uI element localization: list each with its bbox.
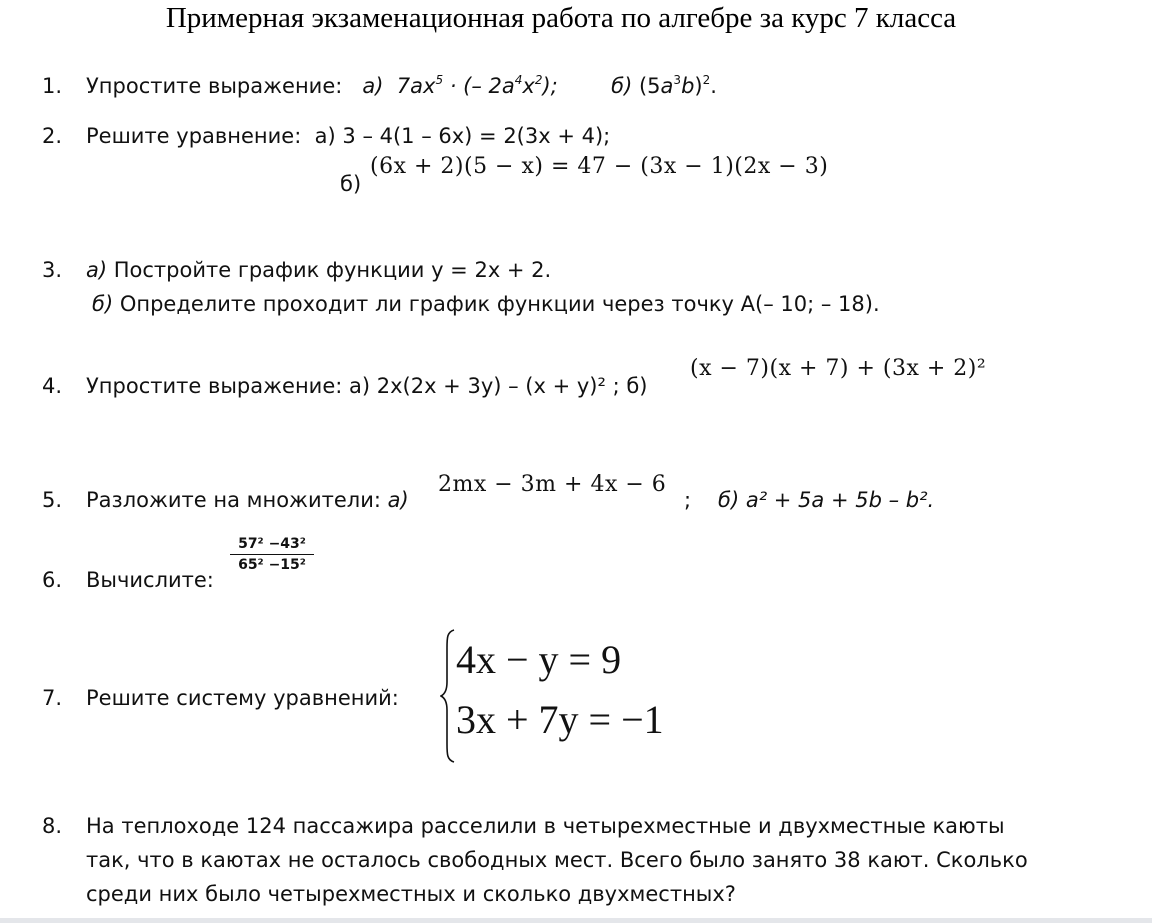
fraction-numerator: 57² −43² (238, 536, 306, 552)
task-5-b-expression: б) a² + 5a + 5b – b². (718, 488, 935, 512)
task-8-line-3: среди них было четырехместных и сколько двухместных? (86, 882, 736, 906)
fraction-bar (230, 554, 314, 555)
task-5-a-label: а) (387, 488, 409, 512)
task-2-label: Решите уравнение: (86, 124, 302, 148)
task-3-a-line (86, 256, 551, 284)
task-2-number: 2. (42, 124, 63, 148)
task-5-separator: ; (684, 488, 692, 512)
task-3-b-text: Определите проходит ли график функции через точку А(– 10; – 18). (119, 292, 880, 316)
task-2-line (86, 122, 610, 150)
task-4-b-expression: (x − 7)(x + 7) + (3x + 2)² (690, 356, 987, 381)
task-3-a-label: а) (86, 258, 108, 282)
task-2-a-equation: а) 3 – 4(1 – 6x) = 2(3x + 4); (314, 124, 611, 148)
task-3-number: 3. (42, 258, 63, 282)
task-3-a-text: Постройте график функции y = 2x + 2. (113, 258, 552, 282)
task-2-b-equation: (6x + 2)(5 − x) = 47 − (3x − 1)(2x − 3) (370, 154, 829, 179)
task-7-number: 7. (42, 686, 63, 710)
task-7-system (444, 630, 664, 750)
task-8-number: 8. (42, 814, 63, 838)
task-2-b-label: б) (340, 172, 362, 196)
task-1-line (86, 72, 717, 100)
system-equation-1: 4x − y = 9 (456, 637, 622, 682)
task-5-label-line (86, 486, 409, 514)
task-8-line-2: так, что в каютах не осталось свободных мест. Всего было занято 38 кают. Сколько (86, 848, 1028, 872)
task-1-number: 1. (42, 74, 63, 98)
fraction-denominator: 65² −15² (238, 557, 306, 573)
task-7-label: Решите систему уравнений: (86, 686, 399, 710)
system-equation-2: 3x + 7y = −1 (456, 697, 664, 742)
task-4-number: 4. (42, 374, 63, 398)
task-1-b-label: б) (611, 74, 633, 98)
task-3-b-label: б) (92, 292, 114, 316)
task-5-label: Разложите на множители: (86, 488, 381, 512)
task-3-b-line (92, 290, 880, 318)
task-8-line-1: На теплоходе 124 пассажира расселили в четырехместные и двухместные каюты (86, 814, 1005, 838)
task-5-number: 5. (42, 488, 63, 512)
task-5-a-expression: 2mx − 3m + 4x − 6 (438, 472, 667, 497)
page-bottom-divider (0, 918, 1152, 923)
task-6-fraction (230, 536, 314, 573)
task-6-label: Вычислите: (86, 568, 214, 592)
task-1-b-expression: $(5a^3b)^2$. (638, 73, 717, 98)
task-1-a-expression: $7ax^5$ · (– $2a^4x^2$); (396, 73, 558, 98)
task-6-number: 6. (42, 568, 63, 592)
task-1-a-label: а) (362, 74, 384, 98)
task-4-label: Упростите выражение: а) 2x(2x + 3y) – (x + y)² ; б) (86, 374, 648, 398)
document-title: Примерная экзаменационная работа по алгебре за курс 7 класса (165, 2, 957, 34)
task-1-label: Упростите выражение: (86, 74, 343, 98)
